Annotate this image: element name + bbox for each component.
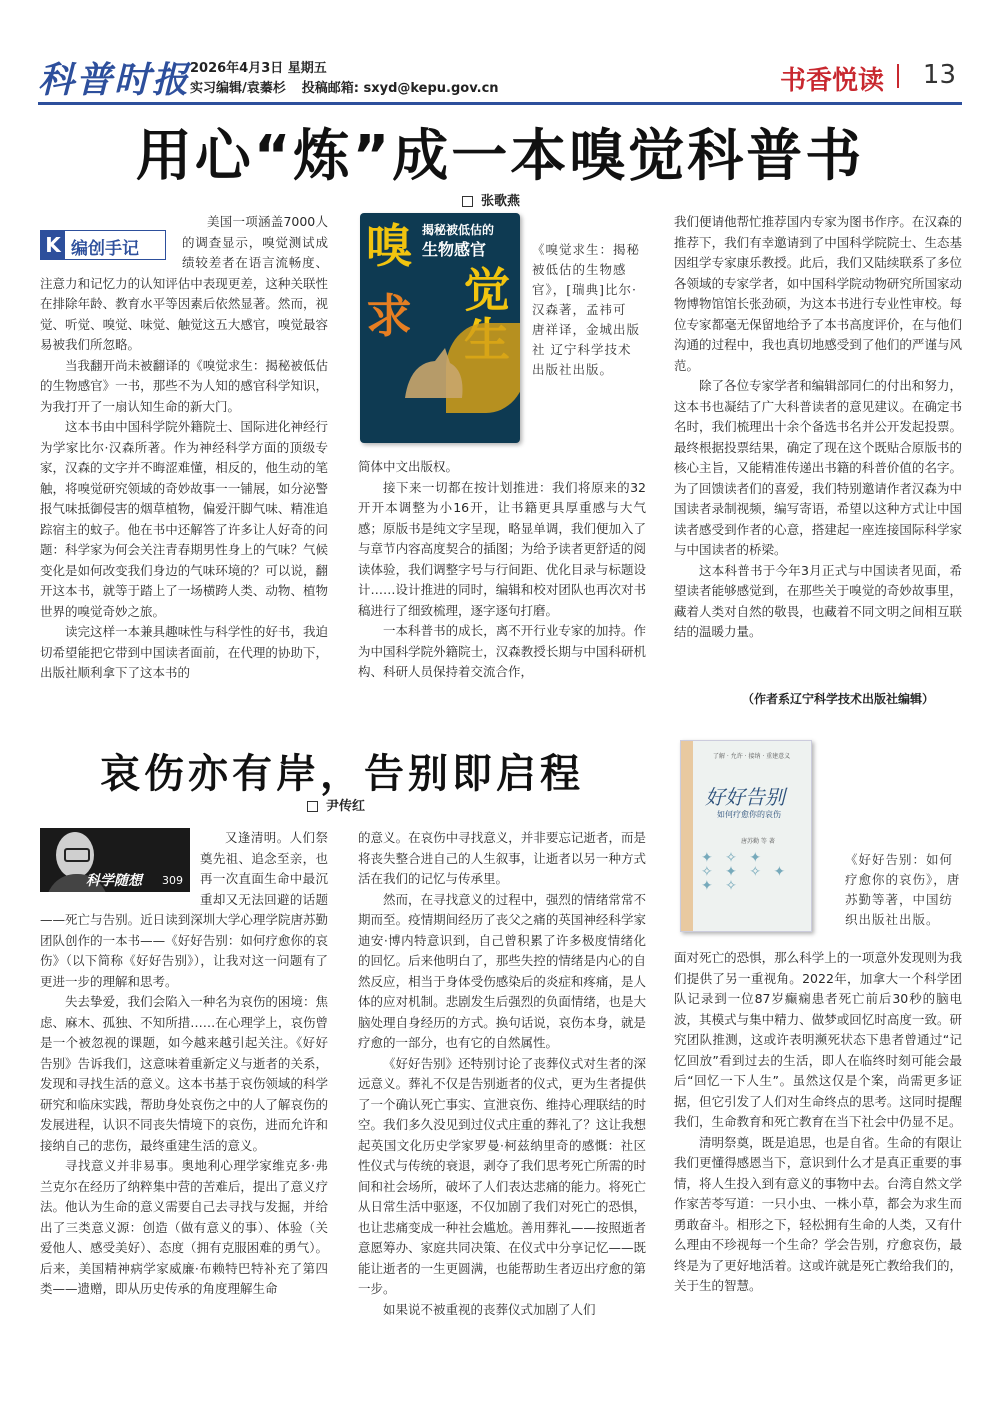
submission-email: 投稿邮箱: sxyd@kepu.gov.cn <box>301 81 499 96</box>
article2-paragraph: 失去挚爱，我们会陷入一种名为哀伤的困境：焦虑、麻木、孤独、不知所措……在心理学上，哀伤曾是一个被忽视的课题，如今越来越引起关注。《好好告别》告诉我们，这意味着重新定义与逝者的关系，发现和寻找生活的意义。这本书基于哀伤领域的科学研究和临床实践，帮助身处哀伤之中的人了解哀伤的发展进程，认识不同丧失情境下的哀伤，进而允许和接纳自己的悲伤，最终重建生活的意义。 <box>40 994 328 1153</box>
article1-paragraph: 接下来一切都在按计划推进：我们将原来的32开开本调整为小16开，让书籍更具厚重感与大气感；原版书是纯文字呈现，略显单调，我们便加入了与章节内容高度契合的插图；为给予读者更舒适的阅读体验，我们调整字号与行间距、优化目录与标题设计……设计推进的同时，编辑和校对团队也再次对书稿进行了细致梳理，逐字逐句打磨。 <box>358 479 646 618</box>
cover-char: 求 <box>366 289 412 343</box>
article2-paragraph: 清明祭奠，既是追思，也是自省。生命的有限让我们更懂得感恩当下，意识到什么才是真正重要的事情，将人生投入到有意义的事物中去。台湾自然文学作家苦苓写道：一只小虫、一株小草，都会为求生而勇敢奋斗。相形之下，轻松拥有生命的人类，又有什么理由不珍视每一个生命？学会告别，疗愈哀伤，最终是为了更好地活着。这或许就是死亡教给我们的，关于生的智慧。 <box>674 1134 962 1293</box>
cover-tagline: 了解 · 允许 · 接纳 · 重建意义 <box>713 753 791 760</box>
column-badge-label: 编创手记 <box>71 239 139 259</box>
fox-illustration-icon <box>400 343 470 403</box>
badge-float-spacer <box>40 212 182 266</box>
cover-char: 嗅 <box>366 219 412 273</box>
article1-column1 <box>40 212 328 684</box>
article1-paragraph: 这本书由中国科学院外籍院士、国际进化神经行为学家比尔·汉森所著。作为神经科学方面的顶级专家，汉森的文字并不晦涩难懂，相反的，他生动的笔触，将嗅觉研究领域的奇妙故事一一铺展，如分泌警报气味抵御侵害的烟草植物，偏爱汗脚气味、精准追踪宿主的蚊子。他在书中还解答了许多让人好奇的问题：科学家为何会关注青春期男性身上的气味？气候变化是如何改变我们身边的气味环境的？可以说，翻开这本书，就等于踏上了一场横跨人类、动物、植物世界的嗅觉奇妙之旅。 <box>40 419 328 619</box>
article2-paragraph: 寻找意义并非易事。奥地利心理学家维克多·弗兰克尔在经历了纳粹集中营的苦难后，提出了意义疗法。他认为生命的意义需要自己去寻找与发掘，并给出了三类意义源：创造（做有意义的事）、体验（关爱他人、感受美好）、态度（拥有克服困难的勇气）。后来，美国精神病学家威廉·布赖特巴特补充了第四类——遗赠，即从历史传承的角度理解生命 <box>40 1158 328 1296</box>
article1-author: 张歌燕 <box>481 194 521 209</box>
article1-paragraph: 我们便请他帮忙推荐国内专家为图书作序。在汉森的推荐下，我们有幸邀请到了中国科学院院士、生态基因组学专家康乐教授。此后，我们又陆续联系了多位各领域的专家学者，如中国科学院动物研究所国家动物博物馆馆长张劲硕，为这本书进行专业性审校。每位专家都毫无保留地给予了本书高度评价，在与他们沟通的过程中，我也真切地感受到了他们的严谨与风范。 <box>674 214 962 373</box>
article1-byline <box>462 190 520 209</box>
article1-column2 <box>358 457 646 683</box>
cover-subtitle: 生物感官 <box>422 240 487 259</box>
article2-paragraph: 《好好告别》还特别讨论了丧葬仪式对生者的深远意义。葬礼不仅是告别逝者的仪式，更为生者提供了一个确认死亡事实、宣泄哀伤、维持心理联结的时空。我们多久没见到过仪式庄重的葬礼了？这让我想起英国文化历史学家罗曼·柯兹纳里奇的感慨：社区性仪式与传统的衰退，剥夺了我们思考死亡所需的时间和社会场所，破坏了人们表达悲痛的能力。将死亡从日常生活中驱逐，不仅加剧了我们对死亡的恐惧，也让悲痛变成一种社会尴尬。善用葬礼——按照逝者意愿筹办、家庭共同决策、在仪式中分享记忆——既能让逝者的一生更圆满，也能帮助生者迈出疗愈的第一步。 <box>358 1055 646 1296</box>
cover-char: 觉 <box>464 263 510 317</box>
article1-paragraph: 除了各位专家学者和编辑部同仁的付出和努力，这本书也凝结了广大科普读者的意见建议。在确定书名时，我们梳理出十余个备选书名并公开发起投票。最终根据投票结果，确定了现在这个既贴合原版书的核心主旨，又能精准传递出书籍的科普价值的名字。为了回馈读者们的喜爱，我们特别邀请作者汉森为中国读者录制视频，编写寄语，希望以这种方式让中国读者感受到作者的心意，搭建起一座连接国际科学家与中国读者的桥梁。 <box>674 378 962 557</box>
article2-column3 <box>674 948 962 1297</box>
article2-headline: 哀伤亦有岸，告别即启程 <box>100 751 584 797</box>
article2-paragraph: 的意义。在哀伤中寻找意义，并非要忘记逝者，而是将丧失整合进自己的人生叙事，让逝者以另一种方式活在我们的记忆与传承里。 <box>358 830 646 886</box>
article1-paragraph: 当我翻开尚未被翻译的《嗅觉求生：揭秘被低估的生物感官》一书，那些不为人知的感官科学知识，为我打开了一扇认知生命的新大门。 <box>40 357 328 414</box>
cover-author: 唐苏勤 等 著 <box>741 838 775 845</box>
cover-title: 好好告别 <box>705 785 785 809</box>
article2-paragraph: 如果说不被重视的丧葬仪式加剧了人们 <box>383 1301 596 1317</box>
cover-spine <box>681 741 693 931</box>
article1-paragraph: 读完这样一本兼具趣味性与科学性的好书，我迫切希望能把它带到中国读者面前，在代理的协助下，出版社顺利拿下了这本书的 <box>40 624 328 680</box>
cover-subtitle: 揭秘被低估的 <box>422 223 495 237</box>
masthead-rule <box>38 102 962 105</box>
article2-column2 <box>358 828 646 1320</box>
portrait-float-spacer <box>40 828 200 908</box>
section-divider <box>897 64 899 88</box>
article1-paragraph: 一本科普书的成长，离不开行业专家的加持。作为中国科学院外籍院士，汉森教授长期与中国科研机构、科研人员保持着交流合作， <box>358 623 646 679</box>
article2-paragraph: 面对死亡的恐惧，那么科学上的一项意外发现则为我们提供了另一重视角。2022年，加拿大一个科学团队记录到一位87岁癫痫患者死亡前后30秒的脑电波，其模式与集中精力、做梦或回忆时高度一致。研究团队推测，这或许表明濒死状态下患者曾通过“记忆回放”看到过去的生活，即人在临终时刻可能会最后“回忆一下人生”。虽然这仅是个案，尚需更多证据，但它引发了人们对生命终点的思考。这同时提醒我们，生命教育和死亡教育在当下社会中仍显不足。 <box>674 950 962 1129</box>
article1-paragraph: 这本科普书于今年3月正式与中国读者见面，希望读者能够感觉到，在那些关于嗅觉的奇妙故事里，藏着人类对自然的敬畏，也藏着不同文明之间相互联结的温暖力量。 <box>674 562 962 639</box>
article1-paragraph: 简体中文出版权。 <box>358 459 459 474</box>
book1-caption: 《嗅觉求生：揭秘被低估的生物感官》，[瑞典]比尔·汉森著，孟祎可 唐祥译，金城出版社 辽宁科学技术出版社出版。 <box>532 242 641 377</box>
issue-date: 2026年4月3日 星期五 <box>190 61 327 76</box>
column-k-icon: K <box>41 231 65 259</box>
book2-caption: 《好好告别：如何疗愈你的哀伤》，唐苏勤等著，中国纺织出版社出版。 <box>845 852 961 927</box>
author-note: （作者系辽宁科学技术出版社编辑） <box>742 692 935 706</box>
book-cover-farewell <box>680 740 812 932</box>
column-portrait-number: 309 <box>162 874 183 887</box>
editor-name: 实习编辑/袁蓁杉 <box>190 81 286 96</box>
newspaper-logo: 科普时报 <box>38 59 191 101</box>
article2-paragraph: 又逢清明。人们祭奠先祖、追念至亲，也再一次直面生命中最沉重却又无法回避的话题——死亡与告别。近日读到深圳大学心理学院唐苏勤团队创作的一本书——《好好告别：如何疗愈你的哀伤》（以下简称《好好告别》），让我对这一问题有了更进一步的理解和思考。 <box>40 830 328 989</box>
birds-illustration-icon: ✦ ✧ ✦ ✧ ✦ ✧ ✦ ✦ ✧ <box>701 850 790 894</box>
article1-column3 <box>674 212 962 643</box>
editor-line <box>190 77 515 96</box>
article2-author: 尹传红 <box>326 799 366 814</box>
column-portrait-label: 科学随想 <box>86 873 142 889</box>
byline-box-icon <box>462 196 473 207</box>
article2-paragraph: 然而，在寻找意义的过程中，强烈的情绪常常不期而至。疫情期间经历了丧父之痛的英国神经科学家迪安·博内特意识到，自己曾积累了许多极度情绪化的回忆。后来他明白了，那些失控的情绪是内心的自然反应，相当于身体受伤感染后的炎症和疼痛，是人体的应对机制。悲剧发生后强烈的负面情绪，也是大脑处理自身经历的方式。换句话说，哀伤本身，就是疗愈的一部分，也有它的自然属性。 <box>358 891 646 1050</box>
byline-box-icon <box>307 801 318 812</box>
cover-subtitle: 如何疗愈你的哀伤 <box>717 810 781 819</box>
article2-column1 <box>40 828 328 1300</box>
article1-paragraph: 美国一项涵盖7000人的调查显示，嗅觉测试成绩较差者在语言流畅度、注意力和记忆力的认知评估中表现更差，这种关联性在排除年龄、教育水平等因素后依然显著。然而，视觉、听觉、嗅觉、味觉、触觉这五大感官，嗅觉最容易被我们所忽略。 <box>40 214 328 352</box>
section-title: 书香悦读 <box>779 66 884 96</box>
article1-headline: 用心“炼”成一本嗅觉科普书 <box>135 124 865 189</box>
article2-byline <box>307 795 365 814</box>
page-number: 13 <box>922 60 956 90</box>
book-cover-smell <box>360 213 520 443</box>
